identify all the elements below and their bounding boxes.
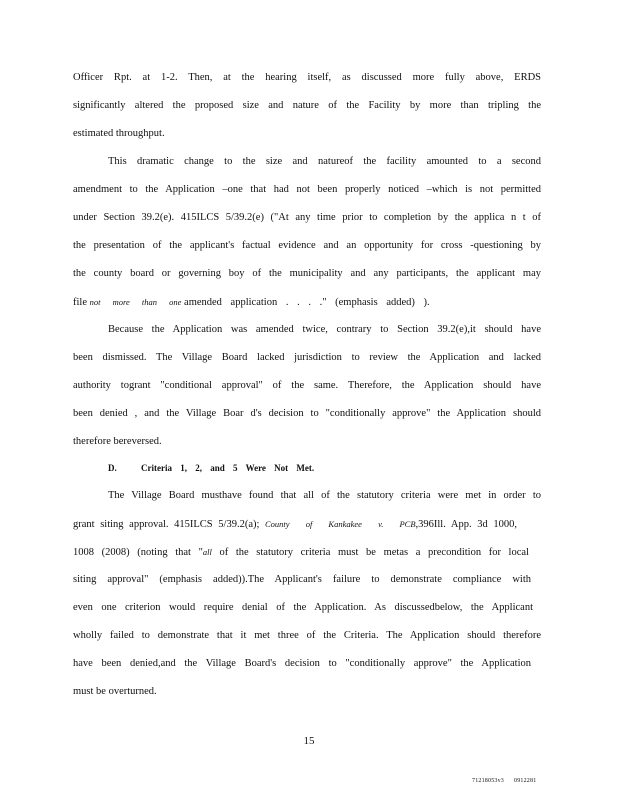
paragraph-line: This dramatic change to the size and natureof the facility amounted to a second bbox=[108, 156, 541, 167]
paragraph-line: amendment to the Application –one that had not been properly noticed –which is not permitted bbox=[73, 184, 541, 195]
emphasis-text: not more than one bbox=[89, 297, 182, 307]
paragraph-line bbox=[73, 517, 541, 532]
paragraph-line: siting approval" (emphasis added)).The Applicant's failure to demonstrate compliance with bbox=[73, 574, 531, 585]
paragraph-line: authority togrant "conditional approval" of the same. Therefore, the Application should have bbox=[73, 380, 541, 391]
text-segment: of the statutory criteria must be metas a precondition for local bbox=[219, 547, 529, 558]
page-number: 15 bbox=[303, 735, 315, 747]
text-segment: grant siting approval. 415ILCS 5/39.2(a); bbox=[73, 519, 260, 530]
text-segment: ,396Ill. App. 3d 1000, bbox=[415, 519, 517, 530]
document-id bbox=[472, 778, 536, 784]
paragraph-line: Officer Rpt. at 1-2. Then, at the hearing itself, as discussed more fully above, ERDS bbox=[73, 72, 541, 83]
paragraph-line: even one criterion would require denial of the Application. As discussedbelow, the Applicant bbox=[73, 602, 533, 613]
paragraph-line: have been denied,and the Village Board's decision to "conditionally approve" the Application bbox=[73, 658, 531, 669]
paragraph-line: Because the Application was amended twice, contrary to Section 39.2(e),it should have bbox=[108, 324, 541, 335]
paragraph-line: the county board or governing boy of the municipality and any participants, the applicant may bbox=[73, 268, 541, 279]
text-segment: amended application . . . ." (emphasis added) ). bbox=[184, 297, 430, 308]
section-heading bbox=[108, 463, 330, 473]
paragraph-line: significantly altered the proposed size and nature of the Facility by more than tripling the bbox=[73, 100, 541, 111]
paragraph-line: been denied , and the Village Boar d's decision to "conditionally approve" the Application should bbox=[73, 408, 541, 419]
paragraph-line bbox=[73, 545, 529, 560]
paragraph-line: been dismissed. The Village Board lacked jurisdiction to review the Application and lacked bbox=[73, 352, 541, 363]
section-letter: D. bbox=[108, 463, 117, 473]
emphasis-text: all bbox=[202, 547, 212, 557]
paragraph-line: the presentation of the applicant's factual evidence and an opportunity for cross -questioning by bbox=[73, 240, 541, 251]
text-segment: file bbox=[73, 297, 87, 308]
section-title: Criteria 1, 2, and 5 Were Not Met. bbox=[141, 463, 315, 473]
paragraph-line bbox=[73, 295, 430, 310]
case-citation: County of Kankakee v. PCB bbox=[265, 519, 416, 529]
paragraph-line: wholly failed to demonstrate that it met three of the Criteria. The Application should therefore bbox=[73, 630, 541, 641]
doc-code: 0912281 bbox=[514, 778, 537, 784]
paragraph-line: estimated throughput. bbox=[73, 128, 165, 139]
paragraph-line: under Section 39.2(e). 415ILCS 5/39.2(e) ("At any time prior to completion by the applica n t of bbox=[73, 212, 541, 223]
paragraph-line: The Village Board musthave found that all of the statutory criteria were met in order to bbox=[108, 490, 541, 501]
text-segment: 1008 (2008) (noting that " bbox=[73, 547, 203, 558]
paragraph-line: therefore bereversed. bbox=[73, 436, 162, 447]
doc-id: 71218053v3 bbox=[472, 778, 504, 784]
paragraph-line: must be overturned. bbox=[73, 686, 157, 697]
